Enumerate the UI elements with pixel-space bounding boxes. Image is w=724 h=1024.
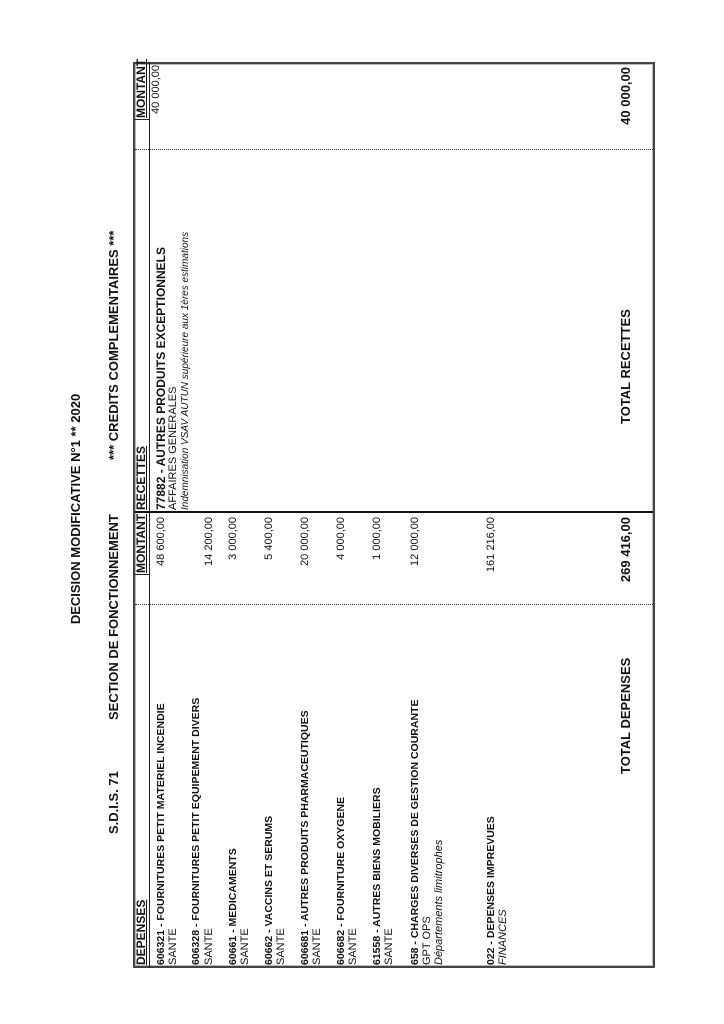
line-label: 022 - DEPENSES IMPREVUES: [485, 816, 497, 965]
line-amount: 14 200,00: [203, 517, 215, 566]
line-service: SANTE: [203, 928, 215, 965]
line-amount: 1 000,00: [371, 517, 383, 560]
line-label: 60662 - VACCINS ET SERUMS: [263, 815, 275, 965]
document-title: DECISION MODIFICATIVE N°1 ** 2020: [68, 393, 83, 625]
line-note: Indemnisation VSAV AUTUN supérieure aux 1ères estimations: [180, 231, 191, 510]
header-montant: MONTANT: [134, 58, 148, 118]
line-label: 60661 - MEDICAMENTS: [227, 848, 239, 965]
line-amount: 12 000,00: [409, 517, 421, 566]
line-label: 61558 - AUTRES BIENS MOBILIERS: [371, 787, 383, 965]
line-label: 606682 - FOURNITURE OXYGENE: [335, 796, 347, 965]
line-amount: 40 000,00: [150, 65, 162, 114]
header-montant: MONTANT: [134, 513, 148, 573]
line-service: AFFAIRES GENERALES: [167, 386, 179, 510]
total-recettes-amount: 40 000,00: [618, 67, 633, 125]
organization: S.D.I.S. 71: [106, 771, 121, 834]
header-divider: [149, 62, 150, 968]
header-recettes: RECETTES: [134, 445, 148, 510]
total-depenses-amount: 269 416,00: [618, 517, 633, 583]
line-label: 77882 - AUTRES PRODUITS EXCEPTIONNELS: [154, 247, 168, 510]
budget-table: [133, 62, 655, 968]
line-label: 606681 - AUTRES PRODUITS PHARMACEUTIQUES: [299, 710, 311, 965]
line-service: SANTE: [347, 928, 359, 965]
line-service: SANTE: [275, 928, 287, 965]
line-service: GPT OPS: [421, 916, 433, 965]
total-recettes-label: TOTAL RECETTES: [618, 309, 633, 424]
line-amount: 20 000,00: [299, 517, 311, 566]
line-note: Départements limitrophes: [433, 839, 445, 965]
column-divider: [135, 149, 653, 150]
header-divider: [135, 119, 150, 120]
line-amount: 4 000,00: [335, 517, 347, 560]
credits-title: *** CREDITS COMPLEMENTAIRES ***: [106, 230, 121, 460]
line-amount: 48 600,00: [155, 517, 167, 566]
line-service: SANTE: [239, 928, 251, 965]
line-amount: 161 216,00: [485, 517, 497, 573]
line-label: 606321 - FOURNITURES PETIT MATERIEL INCENDIE: [155, 703, 167, 965]
header-divider: [135, 574, 150, 575]
line-amount: 5 400,00: [263, 517, 275, 560]
section-title: SECTION DE FONCTIONNEMENT: [106, 514, 121, 720]
line-label: 658 - CHARGES DIVERSES DE GESTION COURANTE: [409, 699, 421, 965]
header-depenses: DEPENSES: [134, 899, 148, 965]
line-service: FINANCES: [497, 909, 509, 965]
line-service: SANTE: [311, 928, 323, 965]
total-depenses-label: TOTAL DEPENSES: [618, 657, 633, 774]
line-service: SANTE: [383, 928, 395, 965]
line-amount: 3 000,00: [227, 517, 239, 560]
line-service: SANTE: [167, 928, 179, 965]
line-label: 606328 - FOURNITURES PETIT EQUIPEMENT DIVERS: [190, 697, 202, 965]
column-divider: [135, 511, 653, 513]
